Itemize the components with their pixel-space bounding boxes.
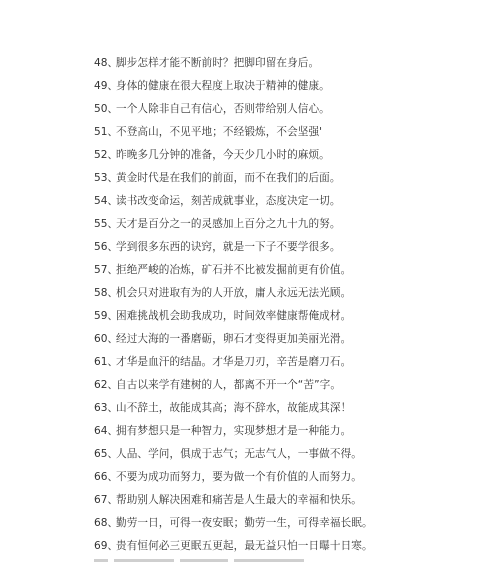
list-item bbox=[94, 282, 494, 305]
item-text: 机会只对进取有为的人开放，庸人永远无法光顾。 bbox=[116, 287, 352, 299]
item-number: 64、 bbox=[94, 425, 119, 437]
item-text: 拥有梦想只是一种智力，实现梦想才是一种能力。 bbox=[116, 425, 352, 437]
list-item bbox=[94, 305, 494, 328]
item-number: 50、 bbox=[94, 103, 119, 115]
list-item bbox=[94, 489, 494, 512]
list-item bbox=[94, 236, 494, 259]
item-text: 脚步怎样才能不断前时？把脚印留在身后。 bbox=[116, 57, 320, 69]
item-text: 经过大海的一番磨砺，卵石才变得更加美丽光滑。 bbox=[116, 333, 352, 345]
item-text: 帮助别人解决困难和痛苦是人生最大的幸福和快乐。 bbox=[116, 494, 362, 506]
list-item bbox=[94, 374, 494, 397]
item-number: 69、 bbox=[94, 540, 119, 552]
list-item bbox=[94, 351, 494, 374]
item-number: 55、 bbox=[94, 218, 119, 230]
item-number: 66、 bbox=[94, 471, 119, 483]
item-number: 52、 bbox=[94, 149, 119, 161]
item-text: 自古以来学有建树的人，都离不开一个“苦”字。 bbox=[116, 379, 342, 391]
list-item bbox=[94, 75, 494, 98]
item-text: 天才是百分之一的灵感加上百分之九十九的努。 bbox=[116, 218, 341, 230]
item-text: 拒绝严峻的冶炼，矿石并不比被发掘前更有价值。 bbox=[116, 264, 352, 276]
item-number: 54、 bbox=[94, 195, 119, 207]
item-text: 才华是血汗的结晶。才华是刀刃，辛苦是磨刀石。 bbox=[116, 356, 352, 368]
item-number: 68、 bbox=[94, 517, 119, 529]
list-item bbox=[94, 328, 494, 351]
item-number: 56、 bbox=[94, 241, 119, 253]
item-number: 51、 bbox=[94, 126, 119, 138]
item-text: 不登高山，不见平地；不经锻炼，不会坚强' bbox=[116, 126, 323, 138]
item-text: 人品、学问，俱成于志气；无志气人，一事做不得。 bbox=[116, 448, 362, 460]
item-text: 贵有恒何必三更眠五更起，最无益只怕一日曝十日寒。 bbox=[116, 540, 373, 552]
item-number: 58、 bbox=[94, 287, 119, 299]
list-item bbox=[94, 121, 494, 144]
item-number: 49、 bbox=[94, 80, 119, 92]
list-item bbox=[94, 98, 494, 121]
item-text: 身体的健康在很大程度上取决于精神的健康。 bbox=[116, 80, 330, 92]
quote-list bbox=[94, 52, 494, 558]
cropped-next-line bbox=[94, 559, 334, 566]
item-number: 57、 bbox=[94, 264, 119, 276]
list-item bbox=[94, 535, 494, 558]
item-number: 59、 bbox=[94, 310, 119, 322]
list-item bbox=[94, 52, 494, 75]
item-number: 61、 bbox=[94, 356, 119, 368]
list-item bbox=[94, 466, 494, 489]
list-item bbox=[94, 512, 494, 535]
list-item bbox=[94, 144, 494, 167]
list-item bbox=[94, 213, 494, 236]
item-text: 勤劳一日，可得一夜安眠；勤劳一生，可得幸福长眠。 bbox=[116, 517, 373, 529]
item-text: 一个人除非自己有信心，否则带给别人信心。 bbox=[116, 103, 330, 115]
item-number: 48、 bbox=[94, 57, 119, 69]
item-number: 65、 bbox=[94, 448, 119, 460]
item-number: 62、 bbox=[94, 379, 119, 391]
item-text: 不要为成功而努力，要为做一个有价值的人而努力。 bbox=[116, 471, 362, 483]
item-number: 63、 bbox=[94, 402, 119, 414]
item-number: 67、 bbox=[94, 494, 119, 506]
item-text: 读书改变命运，刻苦成就事业，态度决定一切。 bbox=[116, 195, 341, 207]
item-text: 昨晚多几分钟的准备，今天少几小时的麻烦。 bbox=[116, 149, 330, 161]
item-number: 53、 bbox=[94, 172, 119, 184]
list-item bbox=[94, 420, 494, 443]
list-item bbox=[94, 259, 494, 282]
item-text: 学到很多东西的诀窍，就是一下子不要学很多。 bbox=[116, 241, 341, 253]
list-item bbox=[94, 167, 494, 190]
list-item bbox=[94, 190, 494, 213]
item-number: 60、 bbox=[94, 333, 119, 345]
list-item bbox=[94, 443, 494, 466]
item-text: 困难挑战机会助我成功，时间效率健康帮俺成材。 bbox=[116, 310, 352, 322]
list-item bbox=[94, 397, 494, 420]
item-text: 山不辞土，故能成其高；海不辞水，故能成其深！ bbox=[116, 402, 352, 414]
item-text: 黄金时代是在我们的前面，而不在我们的后面。 bbox=[116, 172, 341, 184]
